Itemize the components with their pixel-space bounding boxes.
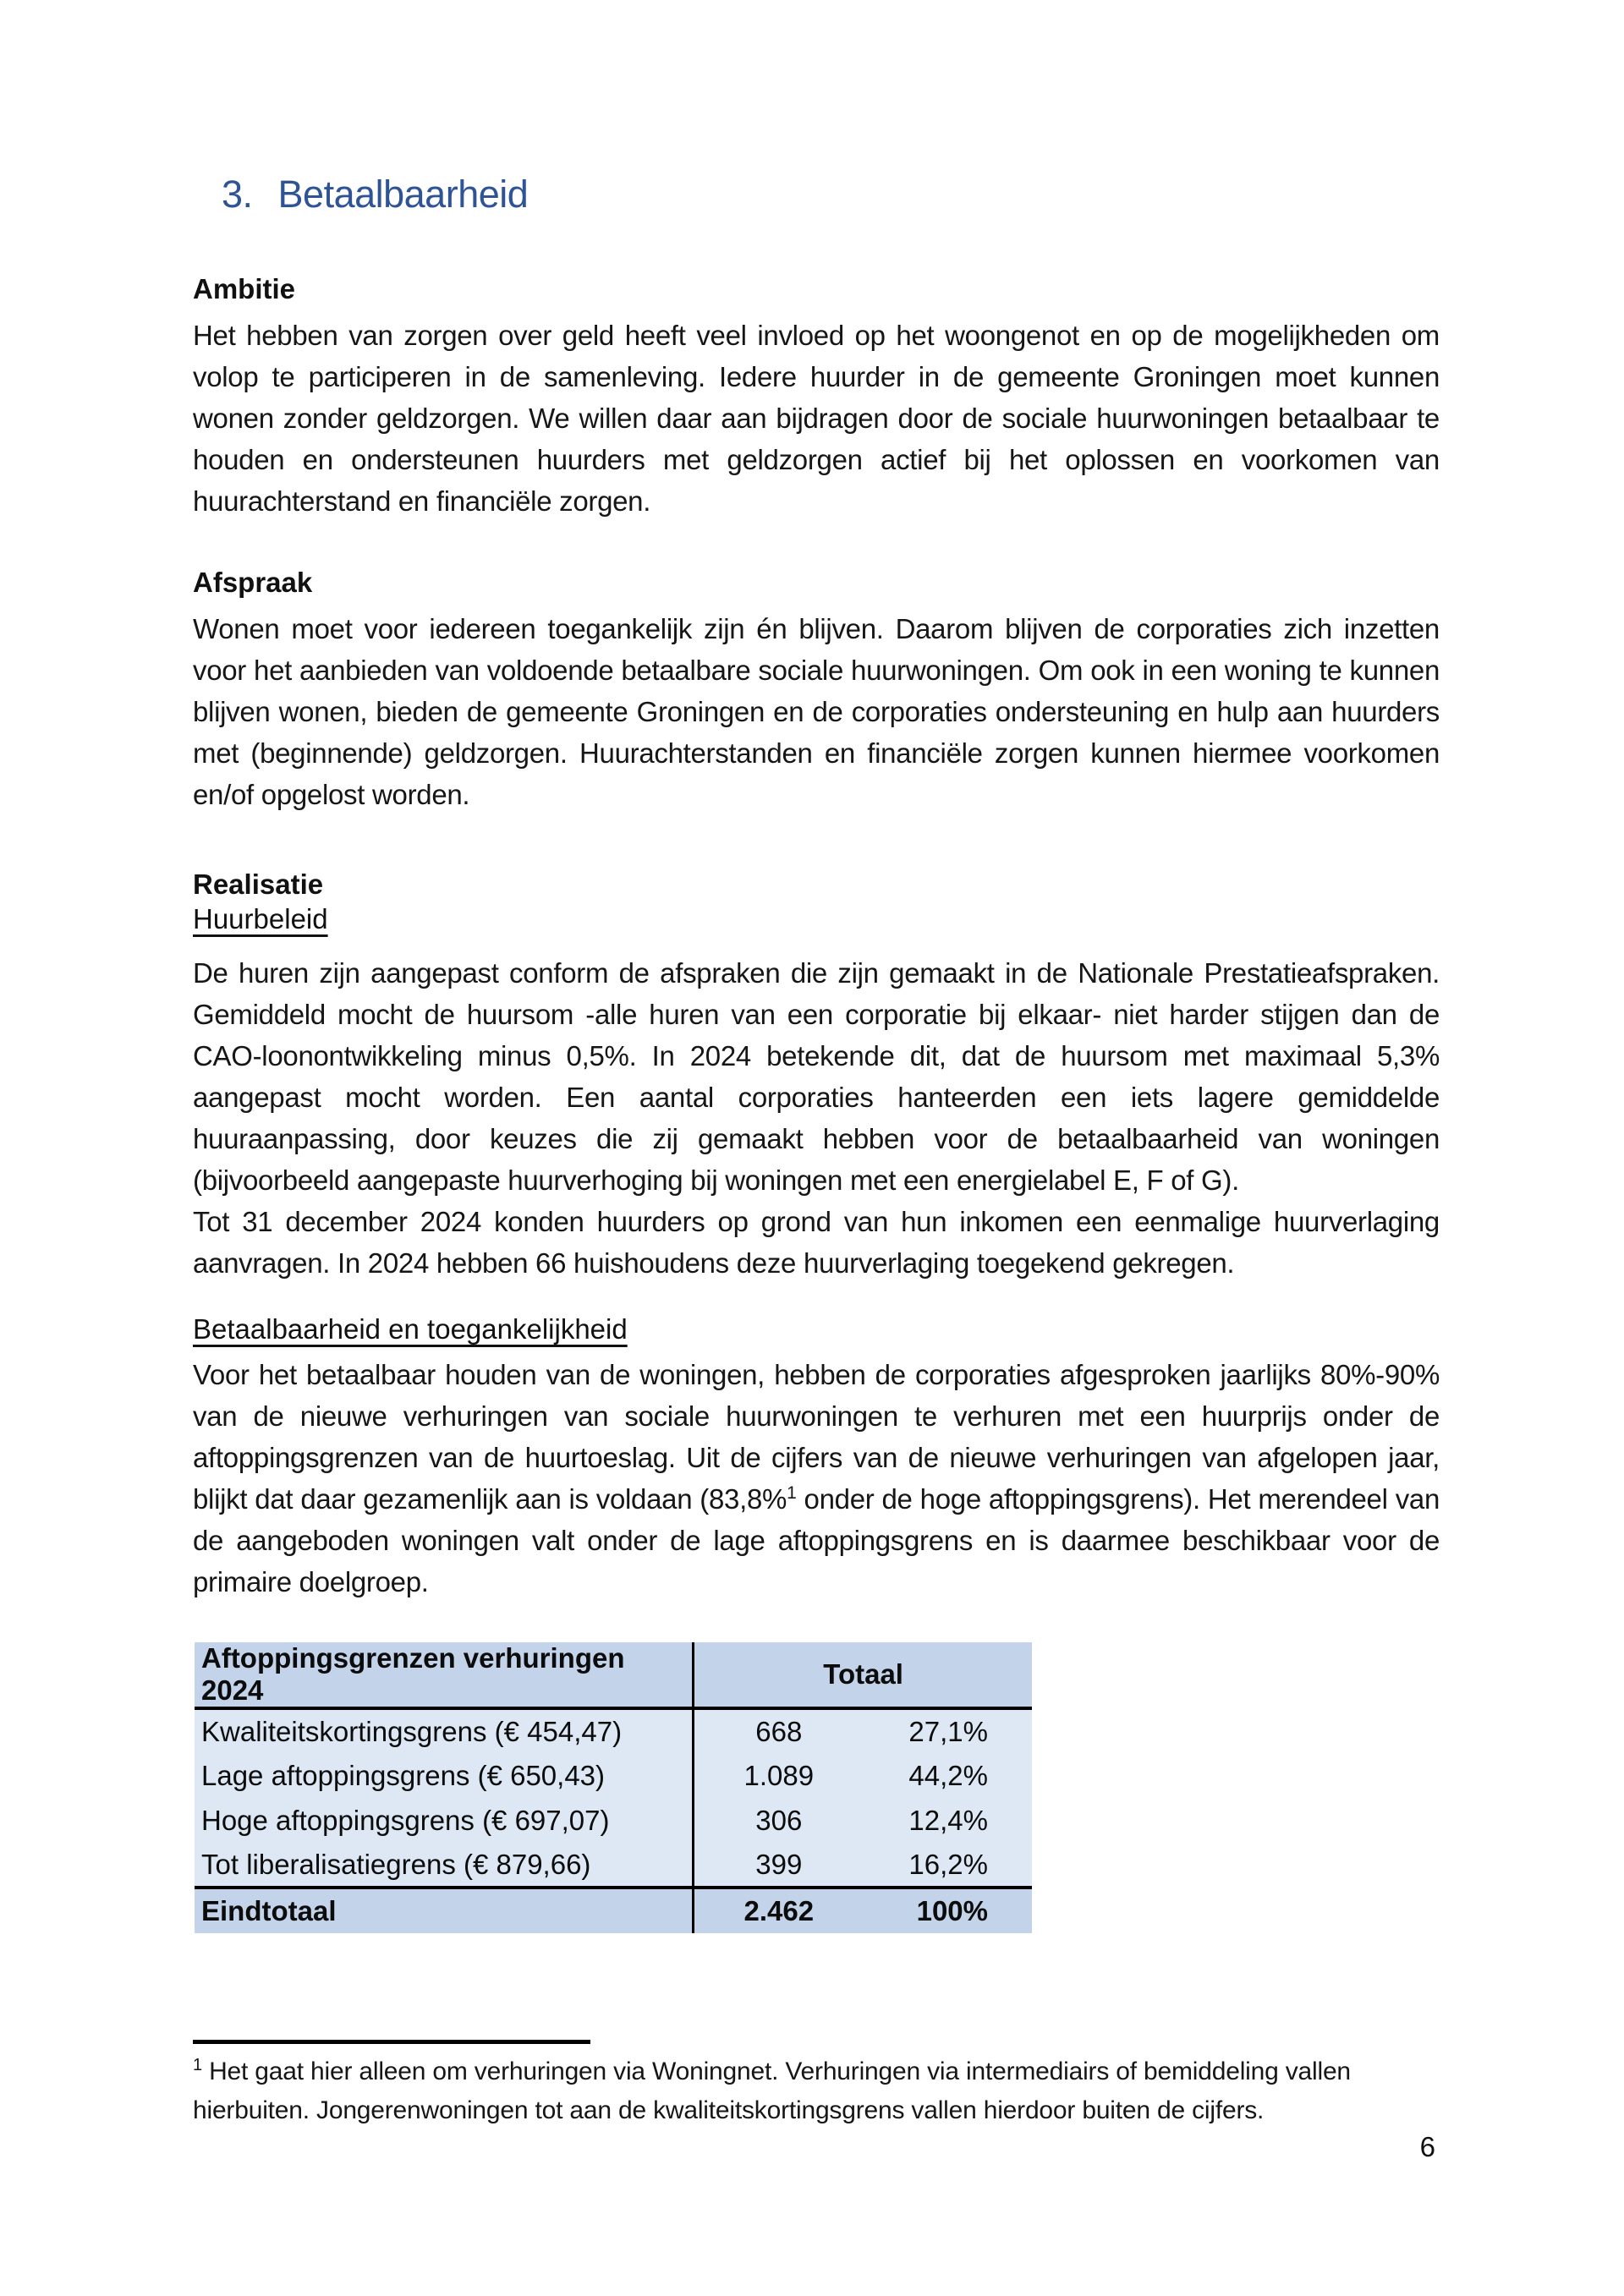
paragraph-ambitie — [193, 315, 1440, 522]
paragraph-toegankelijkheid — [193, 1354, 1440, 1603]
paragraph-huurbeleid — [193, 952, 1440, 1284]
heading-ambitie: Ambitie — [193, 273, 296, 304]
row-count: 668 — [755, 1715, 803, 1747]
row-percent: 16,2% — [908, 1848, 988, 1880]
table-header-label: Aftoppingsgrenzen verhuringen 2024 — [195, 1642, 694, 1708]
subheading-toegankelijkheid: Betaalbaarheid en toegankelijkheid — [193, 1313, 628, 1345]
total-count: 2.462 — [694, 1888, 864, 1933]
heading-realisatie: Realisatie — [193, 869, 324, 900]
row-percent: 27,1% — [908, 1715, 988, 1747]
row-percent: 12,4% — [908, 1804, 988, 1836]
paragraph-text — [193, 1354, 1440, 1603]
chapter-number: 3. — [222, 173, 253, 216]
chapter-title — [222, 170, 528, 219]
paragraph-text-pre: Voor het betaalbaar houden van de woningen, hebben de corporaties afgesproken jaarlijks 80%-90% van de nieuwe verhuringen van sociale huurwoningen te verhuren met een huurprijs onder de aftoppingsgrenzen van de huurtoeslag. Uit de cijfers van de nieuwe verhuringen van afgelopen jaar, blijkt dat daar gezamenlijk aan is voldaan (83,8% — [193, 1359, 1440, 1515]
heading-afspraak: Afspraak — [193, 567, 313, 598]
row-count: 399 — [755, 1848, 803, 1880]
total-label: Eindtotaal — [195, 1888, 694, 1933]
footnote-text: Het gaat hier alleen om verhuringen via Woningnet. Verhuringen via intermediairs of bemiddeling vallen hierbuiten. Jongerenwoningen tot aan de kwaliteitskortingsgrens vallen hierdoor buiten de cijfers. — [193, 2058, 1351, 2124]
paragraph-text: Het hebben van zorgen over geld heeft veel invloed op het woongenot en op de mogelijkheden om volop te participeren in de samenleving. Iedere huurder in de gemeente Groningen moet kunnen wonen zonder geldzorgen. We willen daar aan bijdragen door de sociale huurwoningen betaalbaar te houden en ondersteunen huurders met geldzorgen actief bij het oplossen en voorkomen van huurachterstand en financiële zorgen. — [193, 320, 1440, 517]
row-percent: 44,2% — [908, 1759, 988, 1791]
chapter-title-text: Betaalbaarheid — [277, 173, 529, 216]
paragraph-text: Wonen moet voor iedereen toegankelijk zijn én blijven. Daarom blijven de corporaties zich inzetten voor het aanbieden van voldoende betaalbare sociale huurwoningen. Om ook in een woning te kunnen blijven wonen, bieden de gemeente Groningen en de corporaties ondersteuning en hulp aan huurders met (beginnende) geldzorgen. Huurachterstanden en financiële zorgen kunnen hiermee voorkomen en/of opgelost worden. — [193, 613, 1440, 810]
table-row — [195, 1843, 1032, 1888]
footnote — [193, 2052, 1411, 2130]
footnote-number: 1 — [193, 2056, 202, 2074]
aftoppingsgrenzen-table — [195, 1642, 1032, 1933]
row-label: Hoge aftoppingsgrens (€ 697,07) — [195, 1798, 694, 1843]
paragraph-text: Tot 31 december 2024 konden huurders op grond van hun inkomen een eenmalige huurverlaging aanvragen. In 2024 hebben 66 huishoudens deze huurverlaging toegekend gekregen. — [193, 1206, 1440, 1279]
row-label: Tot liberalisatiegrens (€ 879,66) — [195, 1843, 694, 1888]
row-count: 306 — [755, 1804, 803, 1836]
subheading-huurbeleid: Huurbeleid — [193, 903, 328, 934]
table-row — [195, 1708, 1032, 1753]
table-header-row — [195, 1642, 1032, 1708]
table-total-row — [195, 1888, 1032, 1933]
paragraph-text-post: onder de hoge aftoppingsgrens). Het merendeel van de aangeboden woningen valt onder de lage aftoppingsgrens en is daarmee beschikbaar voor de primaire doelgroep. — [193, 1483, 1440, 1597]
footnote-separator — [193, 2040, 590, 2044]
page-number: 6 — [1419, 2131, 1435, 2162]
table-row — [195, 1798, 1032, 1843]
table-header-totaal: Totaal — [694, 1642, 1032, 1708]
paragraph-text: De huren zijn aangepast conform de afspraken die zijn gemaakt in de Nationale Prestatieafspraken. Gemiddeld mocht de huursom -alle huren van een corporatie bij elkaar- niet harder stijgen dan de CAO-loonontwikkeling minus 0,5%. In 2024 betekende dit, dat de huursom met maximaal 5,3% aangepast mocht worden. Een aantal corporaties hanteerden een iets lagere gemiddelde huuraanpassing, door keuzes die zij gemaakt hebben voor de betaalbaarheid van woningen (bijvoorbeeld aangepaste huurverhoging bij woningen met een energielabel E, F of G). — [193, 957, 1440, 1196]
footnote-reference-mark: 1 — [787, 1483, 797, 1503]
row-count: 1.089 — [743, 1759, 815, 1791]
paragraph-afspraak — [193, 608, 1440, 815]
row-label: Lage aftoppingsgrens (€ 650,43) — [195, 1753, 694, 1798]
row-label: Kwaliteitskortingsgrens (€ 454,47) — [195, 1708, 694, 1753]
total-percent: 100% — [863, 1888, 1032, 1933]
table-row — [195, 1753, 1032, 1798]
